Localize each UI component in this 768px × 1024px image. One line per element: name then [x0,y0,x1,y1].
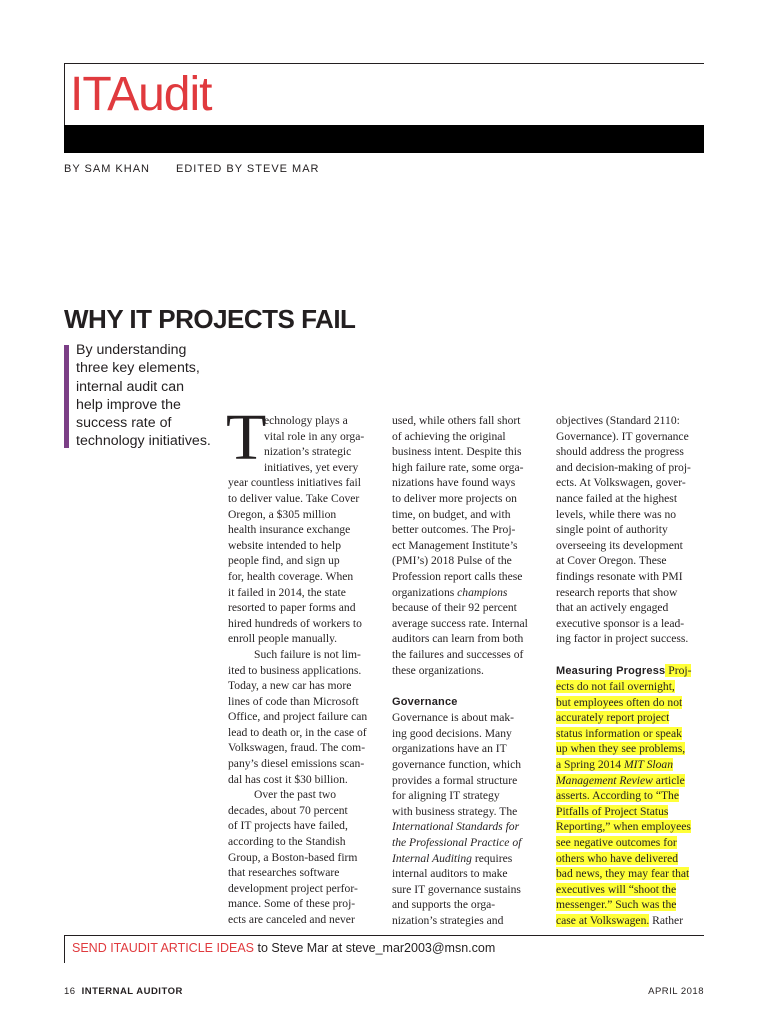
body-text: business intent. Despite this [392,445,522,459]
body-line [228,413,380,429]
body-text: it failed in 2014, the state [228,585,346,599]
body-line [392,726,544,742]
body-column-3 [556,413,706,929]
body-text: governance function, which [392,758,522,772]
body-text: ect Management Institute’s [392,538,518,552]
body-line [228,553,380,569]
body-line [556,897,706,913]
body-line [228,475,380,491]
body-text: ects. At Volkswagen, gover- [556,476,686,490]
deck-line: help improve the [76,396,181,413]
body-line [392,600,544,616]
highlighted-text: Proj- [665,663,692,677]
paragraph-gap [556,647,706,663]
body-text: these organizations. [392,663,484,677]
body-text: internal auditors to make [392,867,508,881]
body-text: high failure rate, some orga- [392,460,524,474]
magazine-name: INTERNAL AUDITOR [81,986,183,997]
body-line [556,491,706,507]
body-line [392,804,544,820]
body-text: Volkswagen, fraud. The com- [228,741,366,755]
body-line [228,881,380,897]
body-line [392,835,544,851]
body-line [228,600,380,616]
body-line [228,585,380,601]
body-line [392,413,544,429]
body-line [228,491,380,507]
body-line [228,663,380,679]
body-line [556,913,706,929]
body-line [228,444,380,460]
body-line [228,460,380,476]
section-subhead: Governance [392,695,458,708]
body-line [228,616,380,632]
body-text: for, health coverage. When [228,569,354,583]
body-text: hired hundreds of workers to [228,616,362,630]
department-title: ITAudit [70,68,212,121]
body-line [228,647,380,663]
body-text: better outcomes. The Proj- [392,523,516,537]
body-text: Rather [649,914,684,927]
body-line [556,538,706,554]
body-text: Today, a new car has more [228,679,352,693]
paragraph-gap [392,678,544,694]
body-line [392,491,544,507]
body-text: because of their 92 percent [392,601,517,615]
body-line [392,475,544,491]
body-column-1 [228,413,380,928]
body-text: of achieving the original [392,429,506,443]
body-line [228,569,380,585]
body-line [392,647,544,663]
body-text: auditors can learn from both [392,632,524,646]
body-line [228,756,380,772]
body-text: dal has cost it $30 billion. [228,772,348,786]
body-line [392,429,544,445]
body-line [556,413,706,429]
body-text: levels, while there was no [556,507,677,521]
highlighted-text: executives will “shoot the [556,882,677,896]
byline-editor: EDITED BY STEVE MAR [176,163,320,175]
body-text: year countless initiatives fail [228,476,361,490]
body-line [228,912,380,928]
deck-accent-rule [64,345,69,448]
section-subhead: Measuring Progress [556,664,666,677]
body-line [392,882,544,898]
body-line [228,787,380,803]
body-line [556,600,706,616]
deck-line: success rate of [76,415,172,432]
body-line [228,694,380,710]
body-text: that an actively engaged [556,601,669,615]
body-text: the failures and successes of [392,647,524,661]
body-line [556,819,706,835]
header-black-bar [64,125,704,153]
body-text: average success rate. Internal [392,616,528,630]
body-text: nization’s strategies and [392,914,504,927]
body-line [228,678,380,694]
highlighted-text: bad news, they may fear that [556,867,690,881]
body-line [392,585,544,601]
body-text: Profession report calls these [392,569,523,583]
body-text: ing good decisions. Many [392,726,512,740]
body-line [556,475,706,491]
deck-line: internal audit can [76,378,185,395]
body-line [228,429,380,445]
body-line [228,865,380,881]
issue-date: APRIL 2018 [648,986,704,997]
body-line [392,538,544,554]
callout-highlight: SEND ITAUDIT ARTICLE IDEAS [72,941,254,955]
highlighted-text: but employees often do not [556,695,683,709]
body-line [556,553,706,569]
body-line [228,803,380,819]
body-text: and supports the orga- [392,898,496,912]
body-text: for aligning IT strategy [392,789,500,803]
body-text: Group, a Boston-based firm [228,850,358,864]
body-line [556,882,706,898]
page-footer [64,986,704,998]
body-line [392,553,544,569]
highlighted-italic: MIT Sloan [623,758,674,772]
highlighted-text: case at Volkswagen. [556,914,650,927]
body-text: and decision-making of proj- [556,460,691,474]
body-line [228,507,380,523]
body-text: should address the progress [556,445,684,459]
body-text: executive sponsor is a lead- [556,616,685,630]
body-text: echnology plays a [264,414,348,427]
body-text: with business strategy. The [392,804,518,818]
body-line [556,522,706,538]
body-line [392,522,544,538]
body-text: Governance). IT governance [556,429,689,443]
deck-line: By understanding [76,342,187,358]
body-line [556,507,706,523]
highlighted-text: ects do not fail overnight, [556,680,675,694]
body-line [228,709,380,725]
body-line [556,710,706,726]
highlighted-text: messenger.” Such was the [556,898,677,912]
body-line [392,631,544,647]
body-line [228,631,380,647]
body-text: provides a formal structure [392,773,518,787]
italic-text: International Standards for [392,820,520,834]
deck-line: technology initiatives. [76,433,211,450]
body-text: nization’s strategic [264,445,352,459]
body-line [556,616,706,632]
body-text: research reports that show [556,585,678,599]
body-text: requires [471,851,513,865]
page-number: 16 [64,986,76,997]
body-line [556,631,706,647]
callout-contact: to Steve Mar at steve_mar2003@msn.com [254,941,496,955]
body-text: of IT projects have failed, [228,819,348,833]
byline [64,162,320,176]
body-line [392,616,544,632]
highlighted-text: Pitfalls of Project Status [556,804,669,818]
body-line [556,460,706,476]
highlighted-text: Reporting,” when employees [556,820,691,834]
body-line [556,726,706,742]
body-line [228,818,380,834]
highlighted-text: see negative outcomes for [556,836,677,850]
body-text: enroll people manually. [228,632,338,646]
highlighted-text: status information or speak [556,726,682,740]
body-text: people find, and sign up [228,554,340,568]
body-line [556,585,706,601]
highlighted-text: accurately report project [556,711,670,725]
body-text: ited to business applications. [228,663,362,677]
body-text: to deliver value. Take Cover [228,491,360,505]
body-text: organizations have an IT [392,742,507,756]
highlighted-text: article [652,773,685,787]
body-line [228,850,380,866]
body-text: pany’s diesel emissions scan- [228,757,365,771]
body-line [556,741,706,757]
body-text: health insurance exchange [228,523,351,537]
body-text: Such failure is not lim- [254,647,361,661]
highlighted-text: a Spring 2014 [556,758,624,772]
article-ideas-callout [72,940,495,956]
body-line [556,429,706,445]
body-line [556,851,706,867]
body-line [556,569,706,585]
highlighted-italic: Management Review [556,773,653,787]
body-line [392,913,544,929]
body-text: that researches software [228,866,340,880]
body-line [392,757,544,773]
byline-author: BY SAM KHAN [64,163,150,175]
body-line [556,835,706,851]
body-text: nance failed at the highest [556,491,678,505]
section-subhead-line [392,694,544,711]
body-text: objectives (Standard 2110: [556,414,680,427]
body-column-2 [392,413,544,929]
body-text: website intended to help [228,538,342,552]
body-text: Governance is about mak- [392,711,515,725]
body-text: lines of code than Microsoft [228,694,359,708]
body-line [392,897,544,913]
body-line [392,773,544,789]
highlighted-text: up when they see problems, [556,742,686,756]
body-text: findings resonate with PMI [556,569,683,583]
body-line [228,896,380,912]
body-line [392,788,544,804]
highlighted-text: asserts. According to “The [556,789,679,803]
body-line [228,772,380,788]
body-text: organizations [392,585,458,599]
body-line [392,710,544,726]
body-line [392,866,544,882]
body-text: ing factor in project success. [556,632,689,646]
body-line [556,866,706,882]
body-line [392,663,544,679]
body-text: initiatives, yet every [264,460,359,474]
body-text: mance. Some of these proj- [228,897,356,911]
body-line [228,740,380,756]
body-text: resorted to paper forms and [228,601,356,615]
body-text: sure IT governance sustains [392,882,521,896]
body-line [556,757,706,773]
body-text: single point of authority [556,523,668,537]
body-text: decades, about 70 percent [228,803,348,817]
body-text: Over the past two [254,788,337,802]
body-text: Office, and project failure can [228,710,368,724]
italic-text: champions [457,585,508,599]
body-line [556,444,706,460]
body-line [556,788,706,804]
body-line [392,741,544,757]
body-line [392,444,544,460]
body-line [556,804,706,820]
body-line [228,834,380,850]
body-line [556,773,706,789]
body-text: development project perfor- [228,881,358,895]
italic-text: the Professional Practice of [392,836,522,850]
body-text: (PMI’s) 2018 Pulse of the [392,554,512,568]
body-line [228,725,380,741]
body-line [228,522,380,538]
body-line [392,460,544,476]
body-text: at Cover Oregon. These [556,554,667,568]
body-text: overseeing its development [556,538,683,552]
body-line [392,507,544,523]
body-text: used, while others fall short [392,414,521,427]
body-text: according to the Standish [228,835,346,849]
body-line [556,695,706,711]
body-line [556,679,706,695]
body-line [392,851,544,867]
body-line [392,569,544,585]
article-title: WHY IT PROJECTS FAIL [64,304,356,334]
article-deck [76,341,224,451]
body-line [392,819,544,835]
drop-cap: T [226,401,267,474]
body-text: lead to death or, in the case of [228,725,367,739]
body-text: Oregon, a $305 million [228,507,337,521]
body-line [228,538,380,554]
body-text: vital role in any orga- [264,429,365,443]
deck-line: three key elements, [76,360,200,377]
section-subhead-line [556,663,706,680]
highlighted-text: others who have delivered [556,851,679,865]
body-text: to deliver more projects on [392,491,517,505]
italic-text: Internal Auditing [392,851,472,865]
body-text: nizations have found ways [392,476,516,490]
body-text: time, on budget, and with [392,507,511,521]
body-text: ects are canceled and never [228,913,355,926]
